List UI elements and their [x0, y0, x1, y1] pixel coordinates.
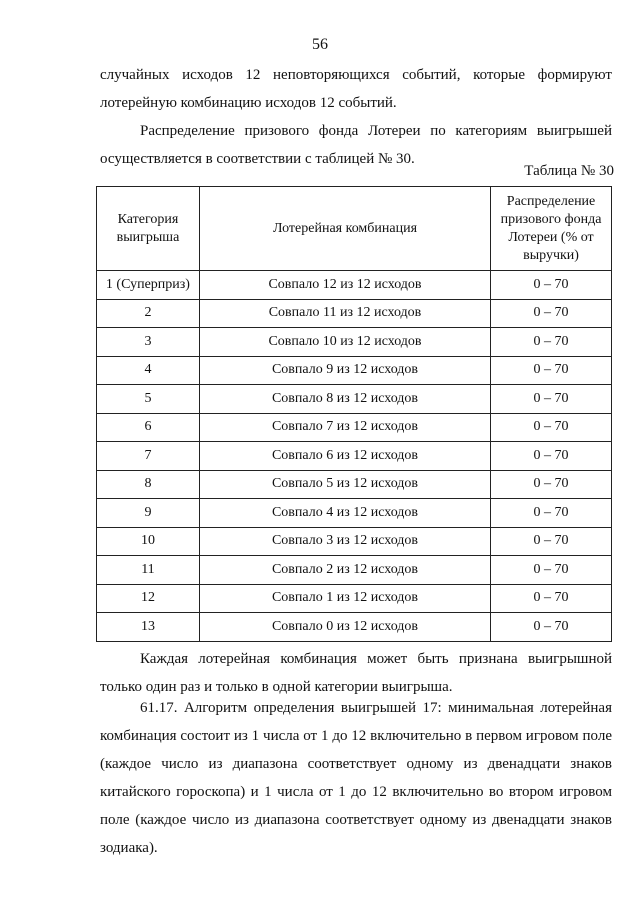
- table-row: [97, 328, 612, 357]
- paragraph-intro-line1: случайных исходов 12 неповторяющихся событий, которые формируют: [100, 67, 612, 83]
- cell-category: 4: [97, 356, 200, 385]
- cell-combination: Совпало 0 из 12 исходов: [199, 613, 490, 642]
- table-row: [97, 527, 612, 556]
- table-row: [97, 271, 612, 300]
- paragraph-prize-distribution: Распределение призового фонда Лотереи по категориям выигрышей осуществляется в соответствии с таблицей № 30.: [100, 123, 612, 167]
- table-row: [97, 556, 612, 585]
- cell-share: 0 – 70: [491, 442, 612, 471]
- paragraph-intro: [100, 61, 612, 117]
- cell-combination: Совпало 8 из 12 исходов: [199, 385, 490, 414]
- cell-combination: Совпало 1 из 12 исходов: [199, 584, 490, 613]
- cell-share: 0 – 70: [491, 556, 612, 585]
- cell-combination: Совпало 5 из 12 исходов: [199, 470, 490, 499]
- cell-category: 3: [97, 328, 200, 357]
- table-row: [97, 499, 612, 528]
- cell-share: 0 – 70: [491, 499, 612, 528]
- cell-category: 2: [97, 299, 200, 328]
- cell-combination: Совпало 12 из 12 исходов: [199, 271, 490, 300]
- table-caption: Таблица № 30: [524, 163, 614, 179]
- cell-category: 6: [97, 413, 200, 442]
- table-row: [97, 413, 612, 442]
- cell-combination: Совпало 10 из 12 исходов: [199, 328, 490, 357]
- header-category: Категория выигрыша: [97, 187, 200, 271]
- cell-share: 0 – 70: [491, 356, 612, 385]
- table-header-row: [97, 187, 612, 271]
- table-row: [97, 299, 612, 328]
- cell-category: 12: [97, 584, 200, 613]
- cell-category: 8: [97, 470, 200, 499]
- cell-category: 5: [97, 385, 200, 414]
- cell-share: 0 – 70: [491, 584, 612, 613]
- cell-share: 0 – 70: [491, 413, 612, 442]
- table-row: [97, 613, 612, 642]
- cell-combination: Совпало 3 из 12 исходов: [199, 527, 490, 556]
- cell-category: 1 (Суперприз): [97, 271, 200, 300]
- prize-table: [96, 186, 612, 642]
- cell-combination: Совпало 6 из 12 исходов: [199, 442, 490, 471]
- cell-category: 9: [97, 499, 200, 528]
- header-distribution: Распределение призового фонда Лотереи (% от выручки): [491, 187, 612, 271]
- cell-category: 10: [97, 527, 200, 556]
- table-row: [97, 442, 612, 471]
- cell-share: 0 – 70: [491, 470, 612, 499]
- cell-share: 0 – 70: [491, 613, 612, 642]
- cell-category: 11: [97, 556, 200, 585]
- cell-combination: Совпало 7 из 12 исходов: [199, 413, 490, 442]
- table-row: [97, 356, 612, 385]
- paragraph-intro-line2: лотерейную комбинацию исходов 12 событий.: [100, 95, 397, 111]
- cell-combination: Совпало 4 из 12 исходов: [199, 499, 490, 528]
- cell-category: 13: [97, 613, 200, 642]
- cell-share: 0 – 70: [491, 328, 612, 357]
- cell-share: 0 – 70: [491, 299, 612, 328]
- paragraph-algorithm-17: 61.17. Алгоритм определения выигрышей 17: минимальная лотерейная комбинация состоит из 1 числа от 1 до 12 включительно в первом игровом поле (каждое число из диапазона соответствует одному из двенадцати знаков китайского гороскопа) и 1 числа от 1 до 12 включительно во втором игровом поле (каждое число из диапазона соответствует одному из двенадцати знаков зодиака).: [100, 700, 612, 856]
- table-row: [97, 584, 612, 613]
- cell-share: 0 – 70: [491, 527, 612, 556]
- header-combination: Лотерейная комбинация: [199, 187, 490, 271]
- cell-combination: Совпало 2 из 12 исходов: [199, 556, 490, 585]
- table-row: [97, 385, 612, 414]
- cell-share: 0 – 70: [491, 385, 612, 414]
- cell-combination: Совпало 11 из 12 исходов: [199, 299, 490, 328]
- page-number: 56: [312, 36, 328, 53]
- cell-share: 0 – 70: [491, 271, 612, 300]
- paragraph-single-category: Каждая лотерейная комбинация может быть признана выигрышной только один раз и только в одной категории выигрыша.: [100, 651, 612, 695]
- table-row: [97, 470, 612, 499]
- cell-category: 7: [97, 442, 200, 471]
- table-body: [97, 271, 612, 642]
- cell-combination: Совпало 9 из 12 исходов: [199, 356, 490, 385]
